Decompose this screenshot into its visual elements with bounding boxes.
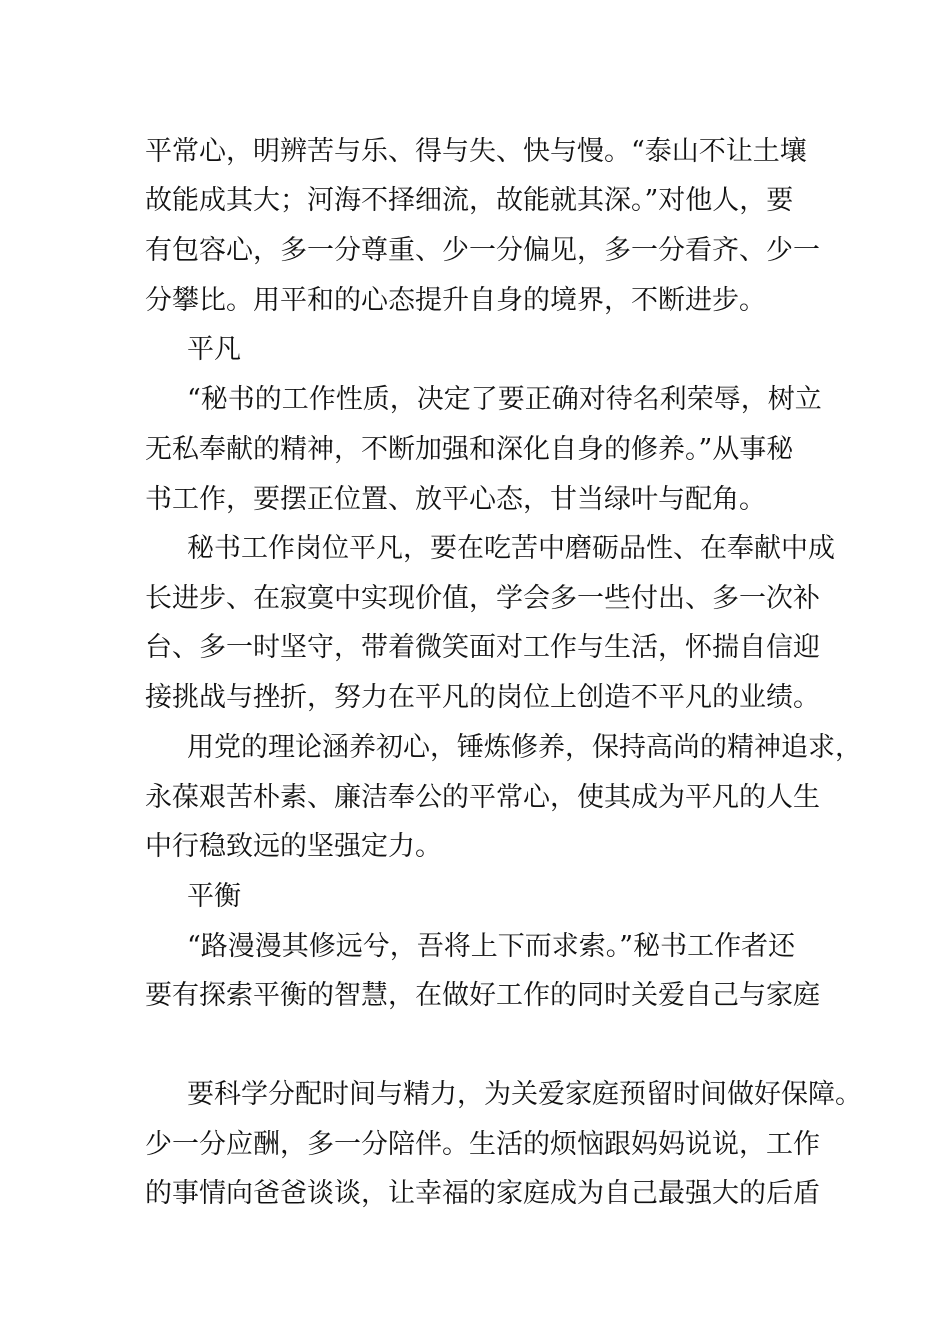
paragraph-line: 有包容心，多一分尊重、少一分偏见，多一分看齐、少一 <box>145 235 820 266</box>
paragraph-line: 秘书工作岗位平凡，要在吃苦中磨砺品性、在奉献中成 <box>187 533 835 564</box>
paragraph-line: 的事情向爸爸谈谈，让幸福的家庭成为自己最强大的后盾 <box>145 1178 820 1209</box>
paragraph-line: 台、多一时坚守，带着微笑面对工作与生活，怀揣自信迎 <box>145 632 820 663</box>
paragraph-line: 无私奉献的精神，不断加强和深化自身的修养。”从事秘 <box>145 434 794 465</box>
paragraph-line: 接挑战与挫折，努力在平凡的岗位上创造不平凡的业绩。 <box>145 682 820 713</box>
paragraph-line: 少一分应酬，多一分陪伴。生活的烦恼跟妈妈说说，工作 <box>145 1129 820 1160</box>
paragraph-line: 永葆艰苦朴素、廉洁奉公的平常心，使其成为平凡的人生 <box>145 782 820 813</box>
paragraph-line: 分攀比。用平和的心态提升自身的境界，不断进步。 <box>145 285 766 316</box>
paragraph-line: 用党的理论涵养初心，锤炼修养，保持高尚的精神追求， <box>187 732 862 763</box>
paragraph-line: 故能成其大；河海不择细流，故能就其深。”对他人，要 <box>145 185 794 216</box>
paragraph-line: “秘书的工作性质，决定了要正确对待名利荣辱，树立 <box>187 384 822 415</box>
paragraph-line: 长进步、在寂寞中实现价值，学会多一些付出、多一次补 <box>145 583 820 614</box>
paragraph-line: 要科学分配时间与精力，为关爱家庭预留时间做好保障。 <box>187 1079 862 1110</box>
section-heading-pingfan: 平凡 <box>187 334 241 365</box>
paragraph-line: “路漫漫其修远兮，吾将上下而求索。”秘书工作者还 <box>187 931 796 962</box>
paragraph-line: 中行稳致远的坚强定力。 <box>145 831 442 862</box>
section-heading-pingheng: 平衡 <box>187 881 241 912</box>
paragraph-line: 平常心，明辨苦与乐、得与失、快与慢。“泰山不让土壤 <box>145 136 807 167</box>
paragraph-line: 书工作，要摆正位置、放平心态，甘当绿叶与配角。 <box>145 484 766 515</box>
paragraph-line: 要有探索平衡的智慧，在做好工作的同时关爱自己与家庭 <box>145 980 820 1011</box>
